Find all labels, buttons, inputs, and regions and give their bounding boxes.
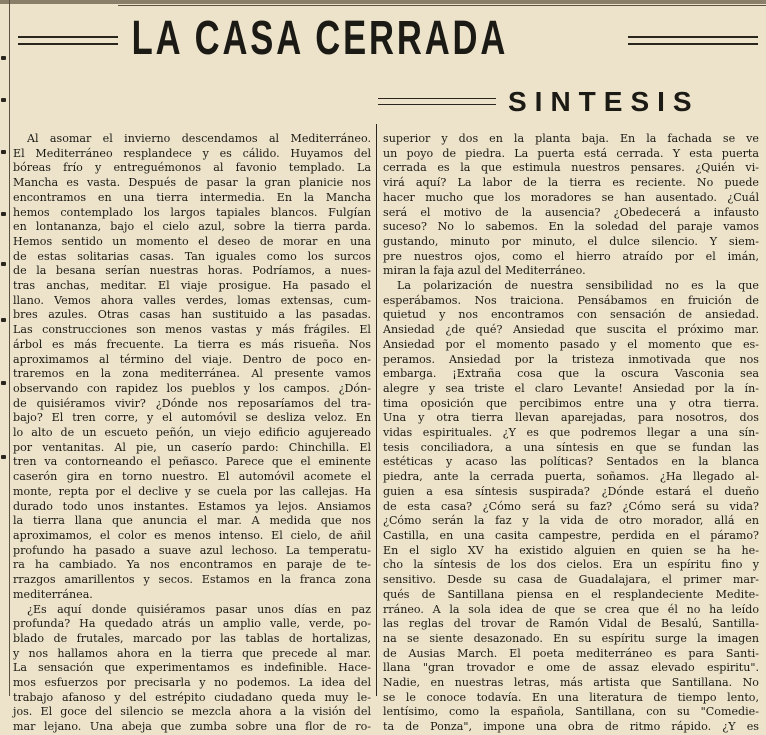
text-line: sensitivo. Desde su casa de Guadalajara, el primer mar- xyxy=(383,573,759,587)
text-line: Castilla, en una casita campestre, perdida en el páramo? xyxy=(383,528,759,542)
text-line: de estas solitarias casas. Tan iguales como los surcos xyxy=(13,249,371,263)
margin-mark xyxy=(1,318,6,322)
text-line: bres azules. Otras casas han sustituido a las pasadas. xyxy=(13,308,371,322)
text-line: trabajo afanoso y del estrépito ciudadano queda muy le- xyxy=(13,690,371,704)
text-line: En el siglo XV ha existido alguien en quien se ha he- xyxy=(383,543,759,557)
text-line: peramos. Ansiedad por la tristeza inmotivada que nos xyxy=(383,352,759,366)
text-line: por ventanitas. Al pie, un caserío pardo: Chinchilla. El xyxy=(13,440,371,454)
paragraph xyxy=(13,132,371,603)
text-line: en lontananza, bajo el cielo azul, sobre la tierra parda. xyxy=(13,220,371,234)
text-line: tras anchas, meditar. El viaje prosigue. Ha pasado el xyxy=(13,279,371,293)
text-line: tesis conciliadora, a una síntesis en que se fundan las xyxy=(383,440,759,454)
text-line: vidas espirituales. ¿Y es que podremos llegar a una sín- xyxy=(383,426,759,440)
text-line: hemos contemplado los largos tapiales blancos. Fulgían xyxy=(13,205,371,219)
margin-mark xyxy=(1,262,6,266)
text-line: se le conoce todavía. En una literatura de tiempo lento, xyxy=(383,690,759,704)
text-line: aproximamos al término del viaje. Dentro de poco en- xyxy=(13,352,371,366)
text-line: quietud y nos encontramos con sensación de ansiedad. xyxy=(383,308,759,322)
text-line: tren va contorneando el peñasco. Parece que el eminente xyxy=(13,455,371,469)
text-line: bajo? El tren corre, y el automóvil se desliza veloz. En xyxy=(13,411,371,425)
text-line: Ansiedad ¿de qué? Ansiedad que suscita el próximo mar. xyxy=(383,323,759,337)
text-line: árbol es más frecuente. La tierra es más risueña. Nos xyxy=(13,337,371,351)
text-line: na se siente desazonado. En su espíritu surge la imagen xyxy=(383,631,759,645)
text-line: un poyo de piedra. La puerta está cerrada. Y esta puerta xyxy=(383,146,759,160)
text-line: será el motivo de la ausencia? ¿Obedecerá a infausto xyxy=(383,205,759,219)
margin-mark xyxy=(1,455,6,459)
text-line: ra ha cambiado. Ya nos encontramos en paraje de te- xyxy=(13,558,371,572)
text-line: Las construcciones son menos vastas y más frágiles. El xyxy=(13,323,371,337)
text-line: pre nuestros ojos, como el hierro atraído por el imán, xyxy=(383,249,759,263)
text-line: llano. Vemos ahora valles verdes, lomas extensas, cum- xyxy=(13,293,371,307)
text-line: lentísimo, como la española, Santillana, con su "Comedie- xyxy=(383,705,759,719)
text-line: traremos en la zona mediterránea. Al presente vamos xyxy=(13,367,371,381)
text-line: suceso? No lo sabemos. En la soledad del paraje vamos xyxy=(383,220,759,234)
text-line: piedra, ante la cerrada puerta, soñamos. ¿Ha llegado al- xyxy=(383,470,759,484)
text-line: tima oposición que percibimos entre una y otra tierra. xyxy=(383,396,759,410)
text-line: alegre y sea triste el claro Levante! Ansiedad por la ín- xyxy=(383,381,759,395)
paragraph xyxy=(383,132,759,279)
text-line: cerrada es la que estimula nuestros pensares. ¿Quién vi- xyxy=(383,161,759,175)
article-title: LA CASA CERRADA xyxy=(131,12,509,65)
text-line: virá aquí? La labor de la tierra es reciente. No puede xyxy=(383,176,759,190)
text-line: estéticas y acaso las políticas? Sentados en la blanca xyxy=(383,455,759,469)
paragraph xyxy=(383,279,759,735)
text-line: mediterránea. xyxy=(13,587,93,601)
text-line: cho la síntesis de los dos cielos. Era un espíritu fino y xyxy=(383,558,759,572)
text-line: de quisiéramos vivir? ¿Dónde nos reposaríamos del tra- xyxy=(13,396,371,410)
text-line: de Ausias March. El poeta mediterráneo es para Santi- xyxy=(383,646,759,660)
text-line: bóreas frío y entreguémonos al favonio templado. La xyxy=(13,161,371,175)
text-line: La sensación que experimentamos es indefinible. Hace- xyxy=(13,661,371,675)
text-line: rráneo. A la sola idea de que se crea que él no ha leído xyxy=(383,602,759,616)
text-line: miran la faja azul del Mediterráneo. xyxy=(383,264,586,278)
text-line: encontramos en una tierra intermedia. En la Mancha xyxy=(13,190,371,204)
text-line: y nos hallamos ahora en la tierra que precede al mar. xyxy=(13,646,371,660)
article-subtitle: SINTESIS xyxy=(508,86,700,117)
subtitle-ornament-rule xyxy=(378,98,496,105)
left-text-column xyxy=(13,132,371,734)
text-line: gustando, minuto por minuto, el dulce silencio. Y siem- xyxy=(383,234,759,248)
text-line: la tierra llana que anuncia el mar. A medida que nos xyxy=(13,514,371,528)
text-line: qués de Santillana piensa en el resplandeciente Medite- xyxy=(383,587,759,601)
paragraph xyxy=(13,603,371,735)
text-line: La polarización de nuestra sensibilidad no es la que xyxy=(397,279,759,293)
text-line: blado de frutales, marcado por las tablas de hortalizas, xyxy=(13,631,371,645)
text-line: ¿Cómo serán la faz y la vida de otro morador, allá en xyxy=(383,514,759,528)
text-line: de esta casa? ¿Cómo será su faz? ¿Cómo será su vida? xyxy=(383,499,759,513)
text-line: profundo ha pasado a suave azul lechoso. La temperatu- xyxy=(13,543,371,557)
text-line: Una y otra tierra llevan aparejadas, para nosotros, dos xyxy=(383,411,759,425)
margin-mark xyxy=(1,212,6,216)
margin-mark xyxy=(1,150,6,154)
text-line: esperábamos. Nos traiciona. Pensábamos en fruición de xyxy=(383,293,759,307)
text-line: Ansiedad por el momento pasado y el momento que es- xyxy=(383,337,759,351)
text-line: profunda? Ha quedado atrás un amplio valle, verde, po- xyxy=(13,617,371,631)
top-border xyxy=(0,0,766,4)
text-line: de la besana serían nuestras horas. Podríamos, a nues- xyxy=(13,264,371,278)
text-line: embarga. ¡Extraña cosa que la oscura Vasconia sea xyxy=(383,367,759,381)
text-line: rrazgos amarillentos y secos. Estamos en la franca zona xyxy=(13,573,371,587)
text-line: ¿Es aquí donde quisiéramos pasar unos días en paz xyxy=(27,602,371,616)
text-line: Nadie, en nuestras letras, más artista que Santillana. No xyxy=(383,676,759,690)
text-line: Hemos sentido un momento el deseo de morar en una xyxy=(13,234,371,248)
text-line: aproximamos, el color es menos intenso. El cielo, de añil xyxy=(13,528,371,542)
text-line: hacer mucho que los moradores se han ausentado. ¿Cuál xyxy=(383,190,759,204)
text-line: El Mediterráneo resplandece y es cálido. Huyamos del xyxy=(13,146,371,160)
column-divider xyxy=(376,124,377,696)
text-line: caserón gira en torno nuestro. El automóvil acomete el xyxy=(13,470,371,484)
text-line: guien a esa síntesis suspirada? ¿Dónde estará el dueño xyxy=(383,484,759,498)
margin-mark xyxy=(1,56,6,60)
text-line: las reglas del trovar de Ramón Vidal de Besalú, Santilla- xyxy=(383,617,759,631)
text-line: ta de Ponza", impone una obra de ritmo rápido. ¿Y es xyxy=(383,720,759,734)
text-line: durado todo unos instantes. Estamos ya lejos. Ansiamos xyxy=(13,499,371,513)
text-line: lo alto de un escueto peñón, un viejo edificio agujereado xyxy=(13,426,371,440)
right-text-column xyxy=(383,132,759,734)
text-line: monte, repta por el declive y se cuela por las callejas. Ha xyxy=(13,484,371,498)
title-ornament-rule xyxy=(628,36,758,45)
text-line: mos esfuerzos por precisarla y no podemos. La idea del xyxy=(13,676,371,690)
top-thin-rule xyxy=(118,5,766,6)
text-line: Al asomar el invierno descendamos al Mediterráneo. xyxy=(27,132,371,145)
text-line: superior y dos en la planta baja. En la fachada se ve xyxy=(383,132,759,145)
text-line: observando con rapidez los pueblos y los campos. ¿Dón- xyxy=(13,381,371,395)
left-margin-strip xyxy=(0,0,10,696)
text-line: llana "gran trovador e ome de assaz elevado espiritu". xyxy=(383,661,759,675)
text-line: mar lejano. Una abeja que zumba sobre una flor de ro- xyxy=(13,720,371,734)
title-ornament-rule xyxy=(18,36,118,45)
margin-mark xyxy=(1,98,6,102)
margin-mark xyxy=(1,381,6,385)
text-line: Mancha es vasta. Después de pasar la gran planicie nos xyxy=(13,176,371,190)
text-line: jos. El goce del silencio se mezcla ahora a la visión del xyxy=(13,705,371,719)
